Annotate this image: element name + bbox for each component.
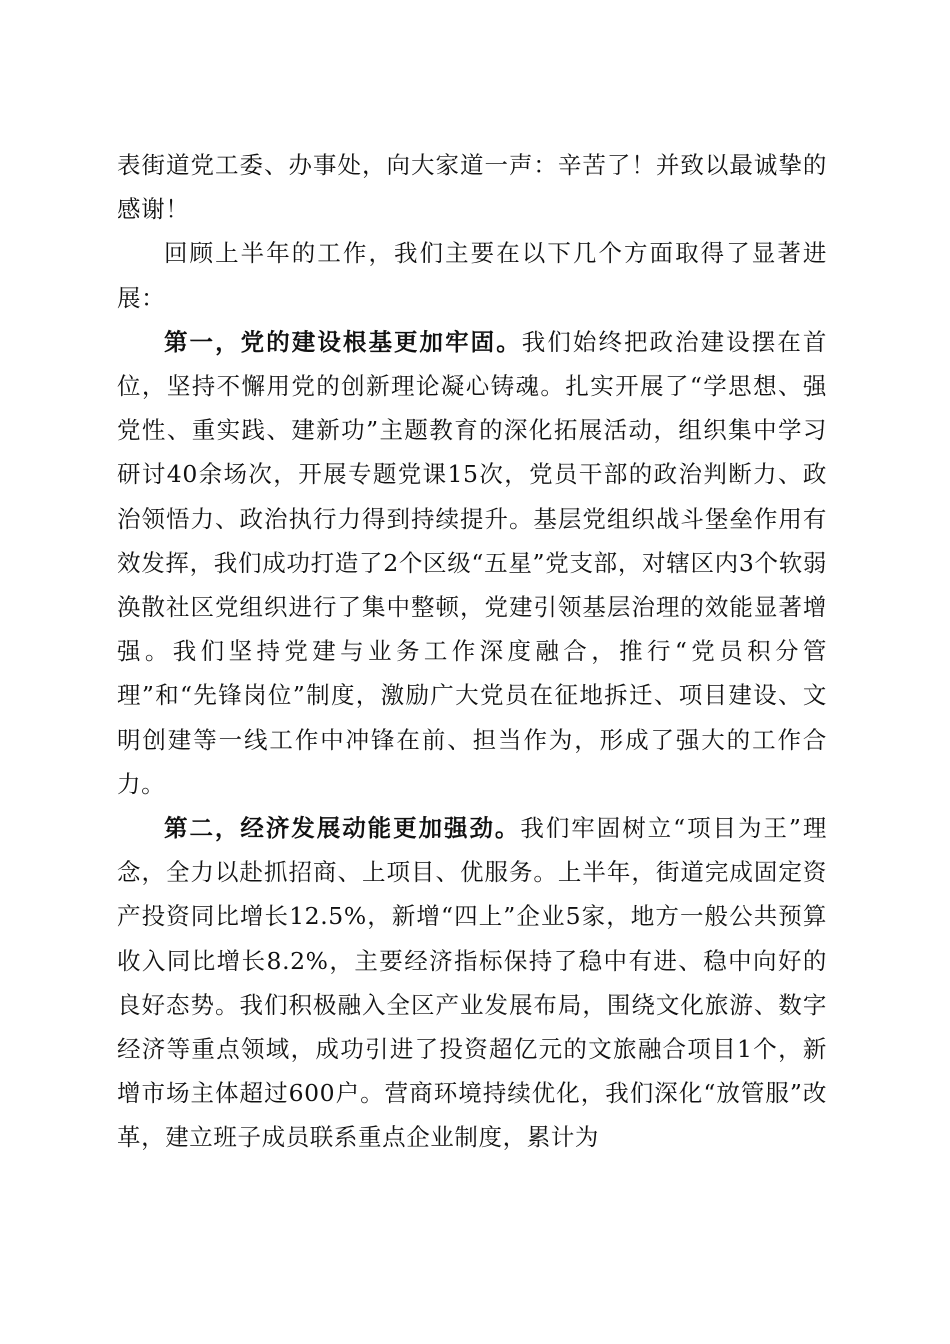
document-body bbox=[117, 143, 827, 1160]
paragraph-text: 回顾上半年的工作，我们主要在以下几个方面取得了显著进展： bbox=[117, 239, 827, 312]
paragraph-lead-heading: 第一，党的建设根基更加牢固。 bbox=[164, 327, 522, 356]
paragraph-text: 我们始终把政治建设摆在首位，坚持不懈用党的创新理论凝心铸魂。扎实开展了“学思想、强党性、重实践、建新功”主题教育的深化拓展活动，组织集中学习研讨40余场次，开展专题党课15次，党员干部的政治判断力、政治领悟力、政治执行力得到持续提升。基层党组织战斗堡垒作用有效发挥，我们成功打造了2个区级“五星”党支部，对辖区内3个软弱涣散社区党组织进行了集中整顿，党建引领基层治理的效能显著增强。我们坚持党建与业务工作深度融合，推行“党员积分管理”和“先锋岗位”制度，激励广大党员在征地拆迁、项目建设、文明创建等一线工作中冲锋在前、担当作为，形成了强大的工作合力。 bbox=[117, 327, 827, 798]
paragraph-review-intro bbox=[117, 231, 827, 319]
paragraph-lead-heading: 第二，经济发展动能更加强劲。 bbox=[164, 814, 521, 843]
paragraph-text: 表街道党工委、办事处，向大家道一声：辛苦了！并致以最诚挚的感谢！ bbox=[117, 151, 827, 224]
paragraph-party-building bbox=[117, 320, 827, 806]
paragraph-text: 我们牢固树立“项目为王”理念，全力以赴抓招商、上项目、优服务。上半年，街道完成固定资产投资同比增长12.5%，新增“四上”企业5家，地方一般公共预算收入同比增长8.2%，主要经济指标保持了稳中有进、稳中向好的良好态势。我们积极融入全区产业发展布局，围绕文化旅游、数字经济等重点领域，成功引进了投资超亿元的文旅融合项目1个，新增市场主体超过600户。营商环境持续优化，我们深化“放管服”改革，建立班子成员联系重点企业制度，累计为 bbox=[117, 814, 827, 1152]
paragraph-continuation bbox=[117, 143, 827, 231]
paragraph-economic-development bbox=[117, 806, 827, 1160]
